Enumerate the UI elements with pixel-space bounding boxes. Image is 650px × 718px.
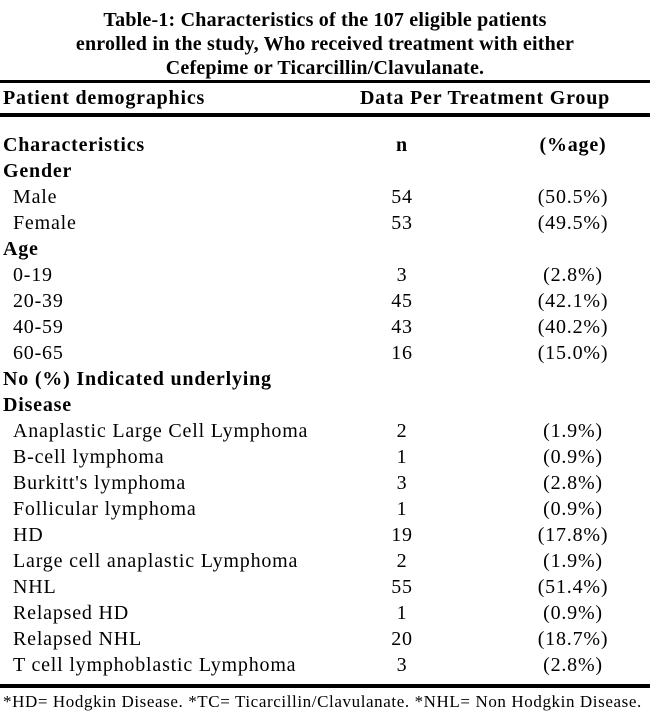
row-percentage-value: (42.1%) <box>537 290 609 312</box>
row-n-value: 2 <box>396 420 408 442</box>
row-label: Burkitt's lymphoma <box>13 472 187 494</box>
row-label: 20-39 <box>13 290 64 312</box>
row-percentage-value: (40.2%) <box>537 316 609 338</box>
row-n-value: 3 <box>396 654 408 676</box>
row-n-value: 45 <box>391 290 413 312</box>
row-label: 60-65 <box>13 342 64 364</box>
row-label: Relapsed NHL <box>13 628 143 650</box>
section-row <box>0 392 650 418</box>
row-n-value <box>340 236 464 262</box>
header-rule <box>0 113 650 117</box>
table-title-line-1: Table-1: Characteristics of the 107 eligible patients <box>103 9 547 31</box>
row-percentage-value: (18.7%) <box>537 628 609 650</box>
row-percentage-value: (1.9%) <box>543 420 603 442</box>
row-percentage-value: (0.9%) <box>543 602 603 624</box>
row-label: Relapsed HD <box>13 602 129 624</box>
row-n-value: 54 <box>391 186 413 208</box>
row-label: Gender <box>3 160 73 182</box>
table-row <box>0 600 650 626</box>
column-group-header <box>0 83 650 113</box>
section-row <box>0 236 650 262</box>
row-label: Disease <box>3 394 72 416</box>
table-row <box>0 340 650 366</box>
row-label: Anaplastic Large Cell Lymphoma <box>13 420 309 442</box>
row-n-value: n <box>396 134 408 156</box>
row-label: Age <box>3 238 39 260</box>
row-percentage-value <box>464 236 650 262</box>
row-label: Female <box>13 212 77 234</box>
row-percentage-value: (2.8%) <box>543 654 603 676</box>
row-percentage-value: (2.8%) <box>543 472 603 494</box>
row-percentage-value: (0.9%) <box>543 498 603 520</box>
row-n-value: 20 <box>391 628 413 650</box>
row-percentage-value <box>464 392 650 418</box>
table-row <box>0 548 650 574</box>
row-label: Follicular lymphoma <box>13 498 197 520</box>
table-row <box>0 444 650 470</box>
row-n-value: 1 <box>396 446 408 468</box>
row-n-value: 1 <box>396 602 408 624</box>
row-label: HD <box>13 524 44 546</box>
row-percentage-value <box>464 366 650 392</box>
row-label: 40-59 <box>13 316 64 338</box>
table-title <box>0 8 650 80</box>
row-n-value: 3 <box>396 472 408 494</box>
row-label: Characteristics <box>3 134 145 156</box>
row-label: NHL <box>13 576 57 598</box>
row-n-value: 1 <box>396 498 408 520</box>
table-row <box>0 184 650 210</box>
table-title-line-3: Cefepime or Ticarcillin/Clavulanate. <box>165 57 485 79</box>
row-label: B-cell lymphoma <box>13 446 165 468</box>
header-data-per-treatment-group: Data Per Treatment Group <box>359 86 611 109</box>
row-label: No (%) Indicated underlying <box>3 368 272 390</box>
row-n-value: 55 <box>391 576 413 598</box>
table-row <box>0 574 650 600</box>
table-row <box>0 470 650 496</box>
table-row <box>0 262 650 288</box>
row-n-value: 43 <box>391 316 413 338</box>
row-percentage-value: (0.9%) <box>543 446 603 468</box>
row-n-value <box>340 392 464 418</box>
row-n-value: 2 <box>396 550 408 572</box>
table-rows <box>0 132 650 678</box>
row-n-value: 16 <box>391 342 413 364</box>
row-percentage-value: (50.5%) <box>537 186 609 208</box>
row-label: T cell lymphoblastic Lymphoma <box>13 654 297 676</box>
row-label: Large cell anaplastic Lymphoma <box>13 550 299 572</box>
table-row <box>0 418 650 444</box>
footnote: *HD= Hodgkin Disease. *TC= Ticarcillin/Clavulanate. *NHL= Non Hodgkin Disease. <box>3 692 642 711</box>
row-n-value: 53 <box>391 212 413 234</box>
row-label: Male <box>13 186 58 208</box>
table-row <box>0 652 650 678</box>
header-patient-demographics: Patient demographics <box>3 86 206 109</box>
section-row <box>0 132 650 158</box>
table-row <box>0 626 650 652</box>
row-percentage-value: (17.8%) <box>537 524 609 546</box>
row-percentage-value: (49.5%) <box>537 212 609 234</box>
table-title-line-2: enrolled in the study, Who received treatment with either <box>75 33 575 55</box>
row-percentage-value: (51.4%) <box>537 576 609 598</box>
row-n-value: 3 <box>396 264 408 286</box>
row-label: 0-19 <box>13 264 53 286</box>
table-row <box>0 314 650 340</box>
row-n-value <box>340 366 464 392</box>
section-row <box>0 366 650 392</box>
table-row <box>0 496 650 522</box>
row-percentage-value: (15.0%) <box>537 342 609 364</box>
row-n-value: 19 <box>391 524 413 546</box>
row-n-value <box>340 158 464 184</box>
row-percentage-value: (%age) <box>539 134 607 156</box>
row-percentage-value: (2.8%) <box>543 264 603 286</box>
section-row <box>0 158 650 184</box>
row-percentage-value <box>464 158 650 184</box>
table-row <box>0 210 650 236</box>
row-percentage-value: (1.9%) <box>543 550 603 572</box>
table-row <box>0 288 650 314</box>
table-row <box>0 522 650 548</box>
